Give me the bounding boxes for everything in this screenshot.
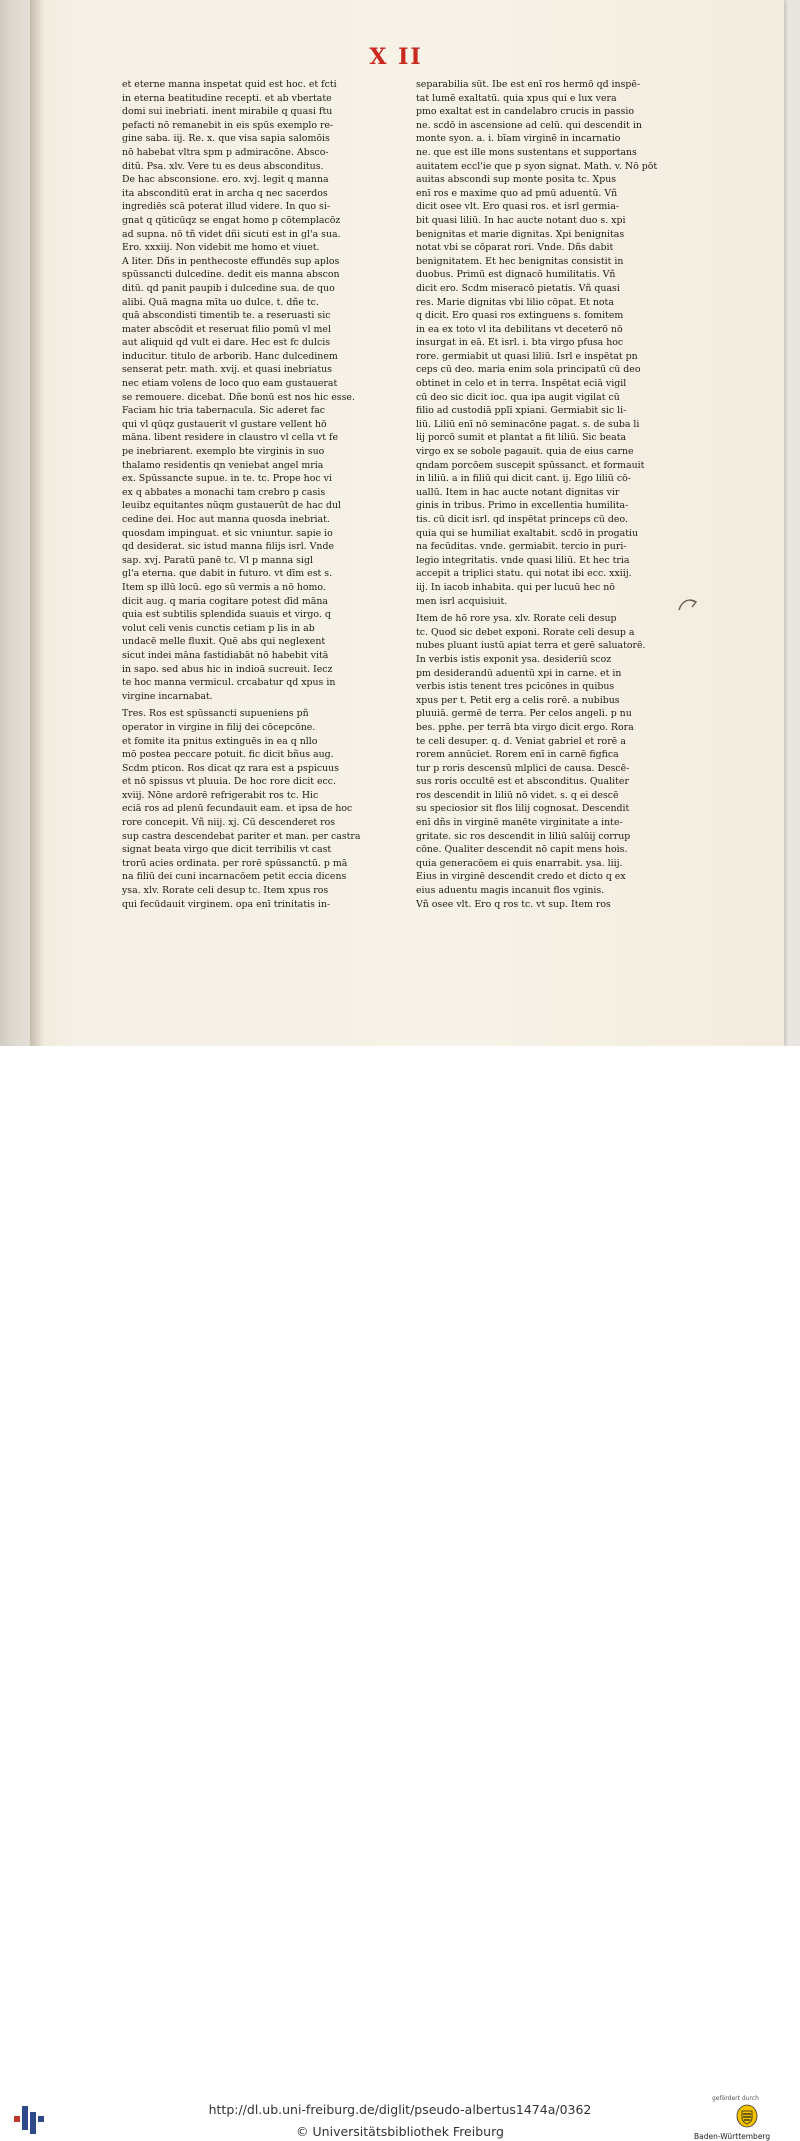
text-line: in ea ex toto vl ita debilitans vt deceterō nō — [416, 323, 623, 335]
text-line: A liter. Dñs in penthecoste effundēs sup aplos — [122, 255, 340, 267]
text-line: cedine dei. Hoc aut manna quosda inebriat. — [122, 514, 330, 525]
text-line: qui vl qūqz gustauerit vl gustare vellent hō — [122, 418, 327, 430]
text-line: Eius in virginē descendit credo et dicto q ex — [416, 871, 626, 883]
text-line: Item de hō rore ysa. xlv. Rorate celi desup — [416, 613, 617, 625]
book-edge — [0, 0, 30, 1046]
text-line: nec etiam volens de loco quo eam gustauerat — [122, 378, 338, 390]
text-line: trorū acies ordinata. per rorē spūssanctū. p mā — [122, 857, 348, 869]
text-line: et fomite ita pnitus extinguēs in ea q nllo — [122, 735, 318, 747]
text-line: qndam porcōem suscepit spūssanct. et formauit — [416, 459, 645, 471]
text-line: pefacti nō remanebit in eis spūs exemplo re- — [122, 119, 334, 131]
left-column-text — [122, 78, 362, 703]
text-line: Vñ osee vlt. Ero q ros tc. vt sup. Item ros — [416, 898, 611, 910]
text-line: pluuiā. germē de terra. Per celos angeli. p nu — [416, 708, 632, 720]
text-line: dicit ero. Scdm miseracō pietatis. Vñ quasi — [416, 282, 620, 294]
text-line: ad supna. nō tñ videt dñi sicuti est in gl'a sua. — [122, 228, 341, 240]
text-line: Tres. Ros est spūssancti supueniens pñ — [122, 708, 309, 720]
text-line: gl'a eterna. que dabit in futuro. vt dīm est s. — [122, 568, 333, 580]
text-line: inducitur. titulo de arborib. Hanc dulcedinem — [122, 350, 338, 362]
text-line: tur p roris descensū mlplici de causa. Descē- — [416, 762, 630, 774]
text-line: ros descendit in liliū nō videt. s. q ei descē — [416, 789, 619, 801]
text-line: lij porcō sumit et plantat a fit liliū. Sic beata — [416, 432, 627, 444]
text-line: ceps cū deo. maria enim sola principatū cū deo — [416, 364, 641, 376]
right-column-section — [416, 612, 666, 911]
text-line: Ero. xxxiij. Non videbit me homo et viuet. — [122, 242, 320, 254]
text-line: tat lumē exaltatū. quia xpus qui e lux vera — [416, 92, 617, 104]
gutter-shadow — [30, 0, 44, 1046]
text-line: Faciam hic tria tabernacula. Sic aderet fac — [122, 405, 325, 417]
text-line: se remouere. dicebat. Dñe bonū est nos hic esse. — [122, 391, 355, 403]
text-line: virgine incarnabat. — [122, 690, 213, 702]
text-line: gine saba. iij. Re. x. que visa sapia salomōis — [122, 133, 330, 145]
text-line: obtinet in celo et in terra. Inspētat eciā vigil — [416, 378, 627, 390]
text-line: ex. Spūssancte supue. in te. tc. Prope hoc vi — [122, 473, 332, 485]
text-line: ne. scdō in ascensione ad celū. qui descendit in — [416, 119, 642, 131]
text-line: rore concepit. Vñ niij. xj. Cū descenderet ros — [122, 817, 336, 829]
text-line: qd desiderat. sic istud manna filijs isrl. Vnde — [122, 541, 335, 553]
text-line: quia est subtilis splendida suauis et virgo. q — [122, 609, 331, 621]
text-line: in eterna beatitudine recepti. et ab vbertate — [122, 92, 332, 104]
text-line: res. Marie dignitas vbi lilio cōpat. Et nota — [416, 296, 614, 308]
viewer-footer — [0, 1046, 800, 2141]
text-line: insurgat in eā. Et isrl. i. bta virgo pfusa hoc — [416, 337, 624, 349]
text-line: in liliū. a in filiū qui dicit cant. ij. Ego liliū cō- — [416, 473, 631, 485]
text-line: signat beata virgo que dicit terribilis vt cast — [122, 844, 332, 856]
text-line: dicit osee vlt. Ero quasi ros. et isrl germia- — [416, 201, 620, 213]
folio-number: X II — [369, 44, 423, 70]
text-line: eciā ros ad plenū fecundauit eam. et ipsa de hoc — [122, 803, 353, 815]
text-column-left — [122, 78, 362, 910]
text-line: q dicit. Ero quasi ros extinguens s. fomitem — [416, 310, 624, 322]
text-line: sup castra descendebat pariter et man. per castra — [122, 830, 361, 842]
text-line: bes. pphe. per terrā bta virgo dicit ergo. Rora — [416, 721, 634, 733]
text-line: volut celi venis cunctis cetiam p lis in ab — [122, 622, 315, 634]
text-column-right — [416, 78, 666, 910]
text-line: ita absconditū erat in archa q nec sacerdos — [122, 187, 328, 199]
page-scan — [0, 0, 800, 1046]
text-line: uallū. Item in hac aucte notant dignitas vir — [416, 486, 620, 498]
text-line: duobus. Primū est dignacō humilitatis. Vñ — [416, 269, 616, 281]
text-line: gritate. sic ros descendit in liliū salūij corrup — [416, 830, 631, 842]
text-line: na filiū dei cuni incarnacōem petit eccia dicens — [122, 871, 347, 883]
text-line: senserat petr. math. xvij. et quasi inebriatus — [122, 364, 332, 376]
text-line: sus roris occultē est et absconditus. Qualiter — [416, 776, 629, 788]
text-line: domi sui inebriati. inent mirabile q quasi ftu — [122, 106, 333, 118]
text-line: rore. germiabit ut quasi liliū. Isrl e inspētat pn — [416, 350, 638, 362]
text-line: enī dñs in virginē manēte virginitate a inte- — [416, 817, 623, 829]
text-line: ne. que est ille mons sustentans et supportans — [416, 146, 637, 158]
text-line: ditū. qd panit paupib i dulcedine sua. de quo — [122, 282, 335, 294]
text-line: pe inebriarent. exemplo bte virginis in suo — [122, 446, 325, 458]
text-line: benignitas et marie dignitas. Xpi benignitas — [416, 228, 625, 240]
text-line: enī ros e maxime quo ad pmū aduentū. Vñ — [416, 187, 618, 199]
text-line: qui fecūdauit virginem. opa enī trinitatis in- — [122, 898, 331, 910]
text-line: māna. libent residere in claustro vl cella vt fe — [122, 432, 339, 444]
text-line: cū deo sic dicit ioc. qua ipa augit vigilat cū — [416, 391, 620, 403]
text-line: monte syon. a. i. bīam virginē in incarnatio — [416, 133, 621, 145]
copyright-notice: © Universitätsbibliothek Freiburg — [296, 2124, 504, 2139]
text-line: ysa. xlv. Rorate celi desup tc. Item xpus ros — [122, 885, 329, 897]
text-line: men isrl acquisiuit. — [416, 595, 508, 607]
coat-of-arms-icon — [736, 2104, 758, 2128]
text-line: De hac absconsione. ero. xvj. legit q manna — [122, 174, 329, 186]
permalink-url[interactable]: http://dl.ub.uni-freiburg.de/diglit/pseudo-albertus1474a/0362 — [208, 2102, 592, 2117]
text-line: ex q abbates a monachi tam crebro p casis — [122, 486, 326, 498]
text-line: quia qui se humiliat exaltabit. scdō in progatiu — [416, 527, 638, 539]
text-line: pmo exaltat est in candelabro crucis in passio — [416, 106, 634, 118]
text-line: virgo ex se sobole pagauit. quia de eius carne — [416, 446, 634, 458]
text-line: in sapo. sed abus hic in indioā sucreuit. Iecz — [122, 663, 333, 675]
text-line: xpus per t. Petit erg a celis rorē. a nubibus — [416, 694, 620, 706]
text-line: mater abscōdit et reseruat filio pomū vl mel — [122, 323, 331, 335]
text-line: quosdam impinguat. et sic vniuntur. sapie io — [122, 527, 333, 539]
text-line: notat vbi se cōparat rori. Vnde. Dñs dabit — [416, 242, 614, 254]
text-line: su speciosior sit flos lilij cognosat. Descendit — [416, 803, 630, 815]
text-line: iij. In iacob inhabita. qui per lucuū hec nō — [416, 581, 615, 593]
text-line: quia generacōem ei quis enarrabit. ysa. liij. — [416, 857, 623, 869]
text-line: dicit aug. q maria cogitare potest dīd māna — [122, 595, 328, 607]
text-line: tis. cū dicit isrl. qd inspētat princeps cū deo. — [416, 514, 628, 525]
text-line: filio ad custodiā pplī xpiani. Germiabit sic li- — [416, 405, 627, 417]
text-line: sap. xvj. Paratū panē tc. Vl p manna sigl — [122, 554, 313, 566]
text-line: Item sp illū locū. ego sū vermis a nō homo. — [122, 581, 326, 593]
right-column-text — [416, 78, 666, 608]
text-line: sicut indei māna fastidiabāt nō habebit vitā — [122, 649, 329, 661]
text-line: benignitatem. Et hec benignitas consistit in — [416, 255, 624, 267]
marginal-note-mark — [676, 596, 700, 614]
text-line: auitas abscondi sup monte posita tc. Xpus — [416, 174, 617, 186]
text-line: liū. Liliū enī nō seminacōne pagat. s. de suba li — [416, 418, 640, 430]
text-line: leuibz equitantes nūqm gustauerūt de hac dul — [122, 500, 342, 512]
text-line: nō habebat vltra spm p admiracōne. Absco- — [122, 146, 329, 158]
text-line: legio integritatis. vnde quasi liliū. Et hec tria — [416, 554, 630, 566]
text-line: accepit a triplici statu. qui notat ibi ecc. xxiij. — [416, 568, 632, 580]
funding-label: gefördert durch — [712, 2095, 759, 2102]
text-line: et eterne manna inspetat quid est hoc. et fcti — [122, 79, 337, 90]
text-line: spūssancti dulcedine. dedit eis manna abscon — [122, 269, 340, 281]
text-line: verbis istis tenent tres pcicōnes in quibus — [416, 681, 615, 693]
text-line: tc. Quod sic debet exponi. Rorate celi desup a — [416, 626, 635, 638]
text-line: gnat q qūticūqz se engat homo p cōtemplacōz — [122, 214, 341, 226]
funder-name: Baden-Württemberg — [694, 2132, 771, 2141]
text-line: et nō spissus vt pluuia. De hoc rore dicit ecc. — [122, 776, 337, 788]
text-line: cōne. Qualiter descendit nō capit mens hois. — [416, 844, 628, 856]
text-line: thalamo residentis qn veniebat angel mria — [122, 459, 324, 471]
text-line: auitatem eccl'ie que p syon signat. Math. v. Nō pōt — [416, 160, 658, 172]
text-line: alibi. Quā magna mīta uo dulce. t. dñe tc. — [122, 296, 319, 308]
text-line: Scdm pticon. Ros dicat qz rara est a pspicuus — [122, 762, 339, 774]
text-line: bit quasi liliū. In hac aucte notant duo s. xpi — [416, 214, 626, 226]
text-line: nubes pluant iustū apiat terra et gerē saluatorē. — [416, 640, 646, 652]
text-line: operator in virgine in filij dei cōcepcōne. — [122, 721, 316, 733]
text-line: na fecūditas. vnde. germiabit. tercio in puri- — [416, 541, 627, 553]
text-line: rorem annūciet. Rorem enī in carnē figfica — [416, 749, 619, 761]
text-line: te hoc manna vermicul. crcabatur qd xpus in — [122, 677, 336, 689]
left-column-section — [122, 707, 362, 911]
text-line: ingrediēs scā poterat illud videre. In quo si- — [122, 201, 331, 213]
text-line: ditū. Psa. xlv. Vere tu es deus absconditus. — [122, 160, 324, 172]
text-line: In verbis istis exponit ysa. desideriū scoz — [416, 653, 612, 665]
text-line: quā abscondisti timentib te. a reseruasti sic — [122, 310, 331, 322]
text-line: te celi desuper. q. d. Veniat gabriel et rorē a — [416, 735, 626, 747]
text-line: separabilia sūt. Ibe est enī ros hermō qd inspē- — [416, 79, 641, 90]
text-line: ginis in tribus. Primo in excellentia humilita- — [416, 500, 629, 512]
text-line: eius aduentu magis incanuit flos vginis. — [416, 885, 605, 897]
text-line: xviij. Nōne ardorē refrigerabit ros tc. Hic — [122, 789, 319, 801]
text-line: pm desiderandū aduentū xpi in carne. et in — [416, 667, 622, 679]
text-line: mō postea peccare potuit. fic dicit bñus aug. — [122, 749, 334, 761]
text-line: undacē melle fluxit. Quē abs qui neglexent — [122, 636, 326, 648]
text-line: aut aliquid qd vult ei dare. Hec est fc dulcis — [122, 337, 331, 349]
